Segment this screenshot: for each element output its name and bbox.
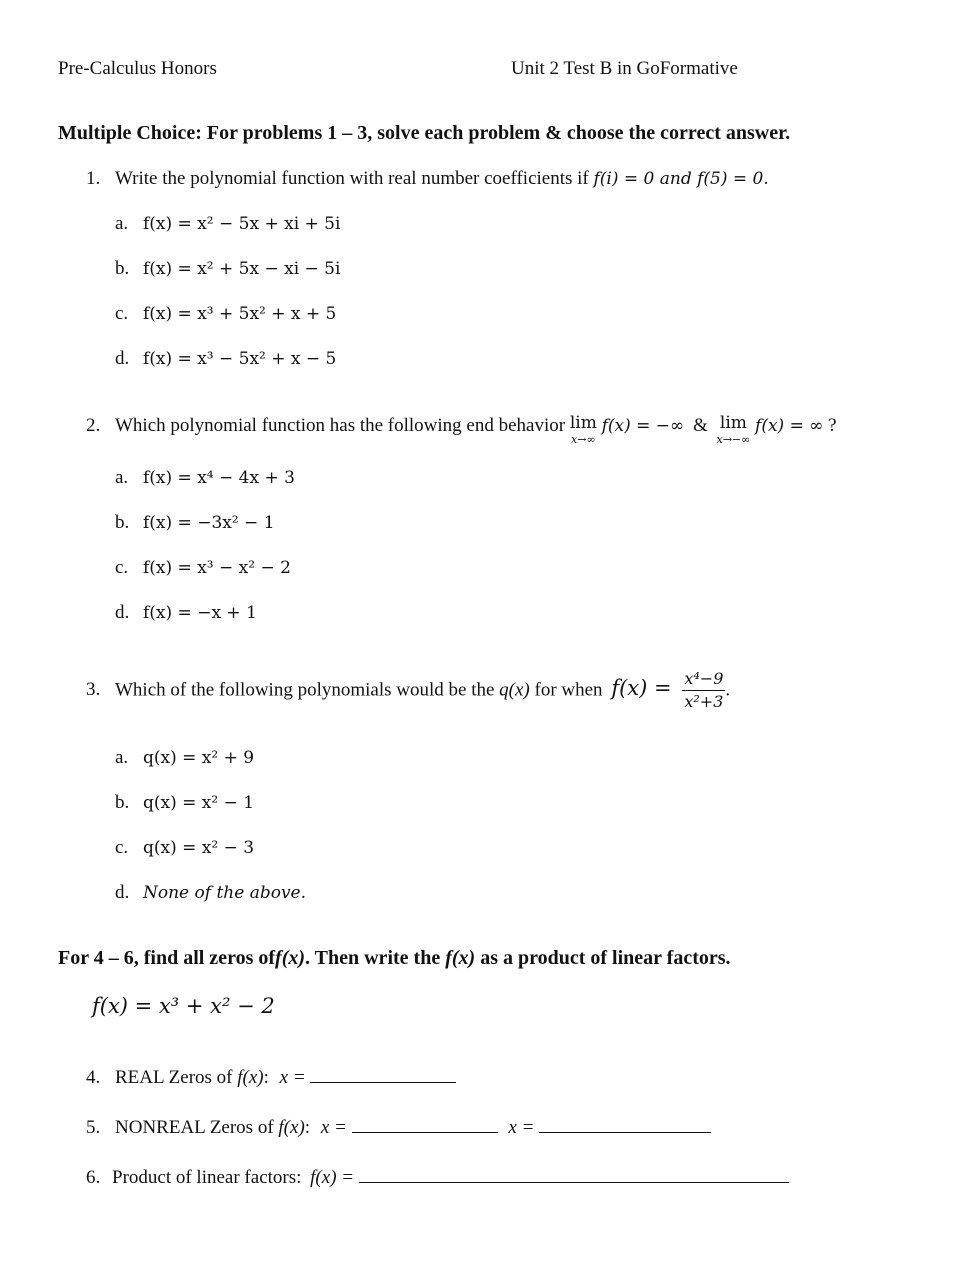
q3-choice-c[interactable] bbox=[115, 837, 254, 859]
choice-math: f(x) = x³ − 5x² + x − 5 bbox=[143, 349, 337, 369]
question-number: 1. bbox=[86, 168, 101, 189]
q1-choice-a[interactable] bbox=[115, 213, 340, 235]
q2-choice-c[interactable] bbox=[115, 557, 291, 579]
question-6 bbox=[86, 1166, 789, 1189]
fraction-numerator: x⁴−9 bbox=[682, 670, 725, 691]
question-number: 4. bbox=[86, 1067, 101, 1088]
choice-math: None of the above. bbox=[143, 883, 307, 903]
heading-fx: f(x) bbox=[275, 947, 306, 969]
question-text-b: for when bbox=[534, 679, 603, 701]
choice-label: c. bbox=[115, 557, 129, 578]
nonreal-zero-2-blank[interactable] bbox=[539, 1116, 711, 1133]
question-number: 6. bbox=[86, 1167, 101, 1188]
section-1-heading: Multiple Choice: For problems 1 – 3, solve each problem & choose the correct answer. bbox=[58, 122, 791, 144]
question-condition: f(i) = 0 and f(5) = 0. bbox=[593, 169, 769, 189]
rational-fraction bbox=[682, 670, 725, 712]
choice-label: c. bbox=[115, 837, 129, 858]
course-title: Pre-Calculus Honors bbox=[58, 58, 217, 79]
question-3 bbox=[86, 670, 730, 712]
heading-part-a: For 4 – 6, find all zeros of bbox=[58, 947, 276, 969]
choice-math: f(x) = x³ − x² − 2 bbox=[143, 558, 291, 578]
question-2 bbox=[86, 415, 837, 445]
section-2-equation: f(x) = x³ + x² − 2 bbox=[92, 994, 275, 1018]
question-number: 5. bbox=[86, 1117, 101, 1138]
limit-2 bbox=[716, 415, 750, 445]
heading-fx-2: f(x) bbox=[445, 947, 476, 969]
q3-choice-b[interactable] bbox=[115, 792, 254, 814]
question-4 bbox=[86, 1066, 456, 1089]
question-text: REAL Zeros of bbox=[115, 1067, 233, 1088]
ampersand: & bbox=[692, 415, 708, 436]
fx-term: f(x) = bbox=[611, 676, 672, 701]
heading-part-b: . Then write the bbox=[305, 947, 441, 969]
x-equals-2: x = bbox=[508, 1117, 535, 1138]
question-text: Which polynomial function has the following end behavior bbox=[115, 415, 566, 436]
choice-math: q(x) = x² + 9 bbox=[143, 748, 255, 768]
fraction-denominator: x²+3 bbox=[684, 692, 724, 712]
choice-math: q(x) = x² − 1 bbox=[143, 793, 255, 813]
colon: : bbox=[304, 1117, 311, 1138]
lim-label: lim bbox=[719, 413, 747, 433]
lim-subscript: x→∞ bbox=[571, 433, 596, 446]
nonreal-zero-1-blank[interactable] bbox=[352, 1116, 498, 1133]
x-equals: x = bbox=[279, 1067, 306, 1088]
fx-equals: f(x) = bbox=[310, 1167, 355, 1188]
q3-choice-a[interactable] bbox=[115, 747, 254, 769]
section-2-heading bbox=[58, 947, 731, 970]
choice-math: f(x) = −3x² − 1 bbox=[143, 513, 275, 533]
choice-math: f(x) = x² + 5x − xi − 5i bbox=[143, 259, 341, 279]
limit-1 bbox=[570, 415, 597, 445]
question-number: 2. bbox=[86, 415, 101, 436]
question-text: Product of linear factors: bbox=[112, 1167, 302, 1188]
choice-label: b. bbox=[115, 258, 130, 279]
choice-label: a. bbox=[115, 467, 129, 488]
choice-math: f(x) = x² − 5x + xi + 5i bbox=[143, 214, 341, 234]
real-zeros-answer-blank[interactable] bbox=[310, 1066, 456, 1083]
q1-choice-b[interactable] bbox=[115, 258, 340, 280]
choice-label: c. bbox=[115, 303, 129, 324]
lim-label: lim bbox=[569, 413, 597, 433]
choice-label: a. bbox=[115, 213, 129, 234]
choice-label: b. bbox=[115, 512, 130, 533]
qx-term: q(x) bbox=[499, 679, 530, 701]
fx-term: f(x) bbox=[237, 1067, 264, 1088]
choice-label: d. bbox=[115, 602, 130, 623]
q1-choice-d[interactable] bbox=[115, 348, 336, 370]
q2-choice-a[interactable] bbox=[115, 467, 295, 489]
linear-factors-answer-blank[interactable] bbox=[359, 1166, 789, 1183]
test-title: Unit 2 Test B in GoFormative bbox=[511, 58, 738, 79]
question-mark: ? bbox=[828, 415, 837, 436]
q2-choice-b[interactable] bbox=[115, 512, 275, 534]
choice-math: f(x) = −x + 1 bbox=[143, 603, 257, 623]
question-number: 3. bbox=[86, 679, 101, 701]
colon: : bbox=[263, 1067, 269, 1088]
q3-choice-d[interactable] bbox=[115, 882, 306, 904]
limit-2-expression: f(x) = ∞ bbox=[755, 416, 824, 436]
choice-math: f(x) = x³ + 5x² + x + 5 bbox=[143, 304, 337, 324]
choice-label: d. bbox=[115, 348, 130, 369]
question-1 bbox=[86, 168, 769, 190]
choice-label: a. bbox=[115, 747, 129, 768]
choice-math: q(x) = x² − 3 bbox=[143, 838, 255, 858]
choice-label: b. bbox=[115, 792, 130, 813]
lim-subscript: x→−∞ bbox=[716, 433, 751, 446]
question-text: Write the polynomial function with real number coefficients if bbox=[115, 168, 589, 189]
heading-part-c: as a product of linear factors. bbox=[480, 947, 731, 969]
choice-math: f(x) = x⁴ − 4x + 3 bbox=[143, 468, 295, 488]
q1-choice-c[interactable] bbox=[115, 303, 336, 325]
fx-term: f(x) bbox=[278, 1117, 305, 1138]
question-text: Which of the following polynomials would be the bbox=[115, 679, 495, 701]
question-text: NONREAL Zeros of bbox=[115, 1117, 274, 1138]
limit-1-expression: f(x) = −∞ bbox=[601, 416, 685, 436]
period: . bbox=[725, 679, 731, 701]
q2-choice-d[interactable] bbox=[115, 602, 257, 624]
question-5 bbox=[86, 1116, 711, 1139]
choice-label: d. bbox=[115, 882, 130, 903]
x-equals-1: x = bbox=[320, 1117, 347, 1138]
